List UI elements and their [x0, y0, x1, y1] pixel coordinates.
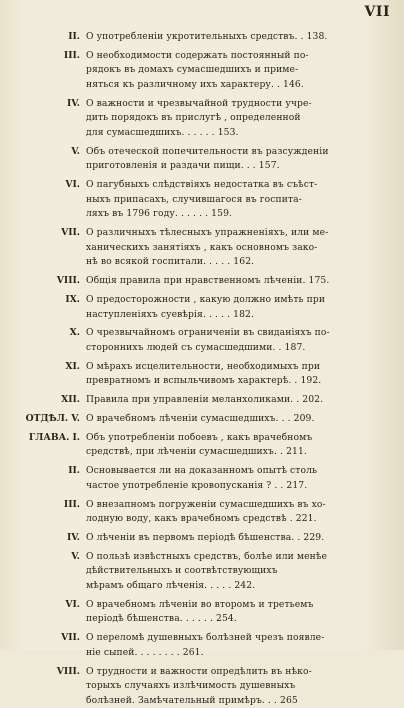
toc-entry-line: Общія правила при нравственномъ лѣченіи. 175. [86, 275, 330, 287]
toc-entry-line: О необходимости содержать постоянный по- [86, 49, 309, 61]
toc-entry-line: частое употребленіе кровопусканія ? . . 217. [86, 479, 308, 491]
toc-entry-label: III. [63, 498, 80, 510]
toc-entry-label: XI. [65, 360, 80, 372]
toc-entry-line: О переломѣ душевныхъ болѣзней чрезъ появле- [86, 632, 325, 644]
toc-entry-label: III. [63, 49, 80, 61]
toc-entry-label: VI. [65, 598, 80, 610]
toc-entry-line: О различныхъ тѣлесныхъ упражненіяхъ, или ме- [86, 227, 329, 239]
toc-entry-label: VII. [61, 632, 80, 644]
toc-entry-label: ОТДѢЛ. V. [25, 413, 80, 424]
toc-entry-label: IX. [65, 294, 80, 305]
toc-entry-line: О внезапномъ погруженіи сумасшедшихъ въ хо- [86, 498, 326, 510]
toc-entry-line: О важности и чрезвычайной трудности учре- [86, 97, 312, 109]
toc-entry-line: лодную воду, какъ врачебномъ средствѣ . 221. [86, 513, 317, 525]
toc-entry-line: нѣ во всякой госпитали. . . . . 162. [86, 256, 255, 268]
toc-entry-line: дѣйствительныхъ и соотвѣтствующихъ [86, 565, 278, 577]
toc-entry-label: II. [68, 465, 80, 477]
toc-entry-line: стороннихъ людей съ сумасшедшими. . 187. [86, 341, 306, 353]
toc-entry-line: ляхъ въ 1796 году. . . . . . 159. [86, 208, 233, 220]
toc-entry-line: приготовленія и раздачи пищи. . . 157. [86, 160, 280, 172]
toc-entry-line: наступленіяхъ суевѣрія. . . . . 182. [86, 308, 255, 320]
toc-entry-line: О врачебномъ лѣченіи во второмъ и третьемъ [86, 598, 314, 610]
toc-entry-line: Основывается ли на доказанномъ опытѣ столь [86, 465, 318, 477]
toc-entry-line: О употребленіи укротительныхъ средствъ. . 138. [86, 31, 328, 42]
toc-entry-line: О пользѣ извѣстныхъ средствъ, болѣе или менѣе [86, 550, 328, 562]
toc-entry-label: VI. [65, 179, 80, 191]
toc-entry-line: ніе сыпей. . . . . . . . 261. [86, 646, 204, 658]
toc-entry-line: О врачебномъ лѣченіи сумасшедшихъ. . . 209. [86, 413, 315, 424]
toc-entry-label: XII. [61, 394, 80, 406]
toc-entry-label: VIII. [56, 665, 80, 677]
toc-entry-line: рядокъ въ домахъ сумасшедшихъ и приме- [86, 64, 299, 76]
toc-entry-line: для сумасшедшихъ. . . . . . 153. [86, 126, 239, 138]
toc-entry-line: торыхъ случаяхъ излѣчимость душевныхъ [86, 680, 296, 692]
toc-entry-line: Объ употребленіи побоевъ , какъ врачебномъ [86, 431, 313, 443]
toc-entry-label: ГЛАВА. I. [28, 431, 80, 443]
toc-entry-line: ныхъ припасахъ, случившагося въ госпита- [86, 193, 302, 205]
toc-entry-line: дить порядокъ въ прислугѣ , определенной [86, 112, 301, 124]
toc-entry-line: періодѣ бѣшенства. . . . . . 254. [86, 613, 237, 625]
toc-entry-line: мѣрамъ общаго лѣченія. . . . . 242. [86, 579, 256, 591]
toc-entry-line: превратномъ и вспыльчивомъ характерѣ. . 192. [86, 375, 322, 387]
toc-entry-line: О трудности и важности опредѣлить въ нѣко- [86, 665, 312, 677]
toc-entry-line: ханическихъ занятіяхъ , какъ основномъ зако- [86, 241, 318, 253]
toc-entry-label: V. [71, 550, 80, 562]
toc-entry-label: IV. [66, 97, 80, 109]
toc-entry-label: II. [68, 31, 80, 42]
toc-entry-label: IV. [66, 532, 80, 543]
toc-entry-label: V. [71, 145, 80, 157]
toc-entry-line: О пагубныхъ слѣдствіяхъ недостатка въ съѣст- [86, 179, 318, 191]
toc-entry-line: О предосторожности , какую должно имѣть при [86, 294, 326, 305]
toc-entry-line: болѣзней. Замѣчательный примѣръ. . . 265 [86, 694, 298, 706]
toc-entry-line: Объ отеческой попечительности въ разсужденіи [86, 145, 329, 157]
toc-entry-line: О лѣченіи въ первомъ періодѣ бѣшенства. . 229. [86, 532, 325, 543]
toc-entry-label: VIII. [56, 275, 80, 287]
toc-entry-line: няться къ различному ихъ характеру. . 146. [86, 78, 304, 90]
toc-entry-label: VII. [61, 227, 80, 239]
toc-entry-line: О мѣрахъ исцелительности, необходимыхъ при [86, 360, 321, 372]
toc-entry-line: средствѣ, при лѣченіи сумасшедшихъ. . 211. [86, 446, 307, 458]
toc-entry-line: О чрезвычайномъ ограниченіи въ свиданіяхъ по- [86, 327, 330, 339]
page-number: VII [364, 4, 390, 20]
toc-entry-label: X. [69, 327, 80, 339]
toc-entry-line: Правила при управленіи меланхоликами. . 202. [86, 394, 324, 406]
